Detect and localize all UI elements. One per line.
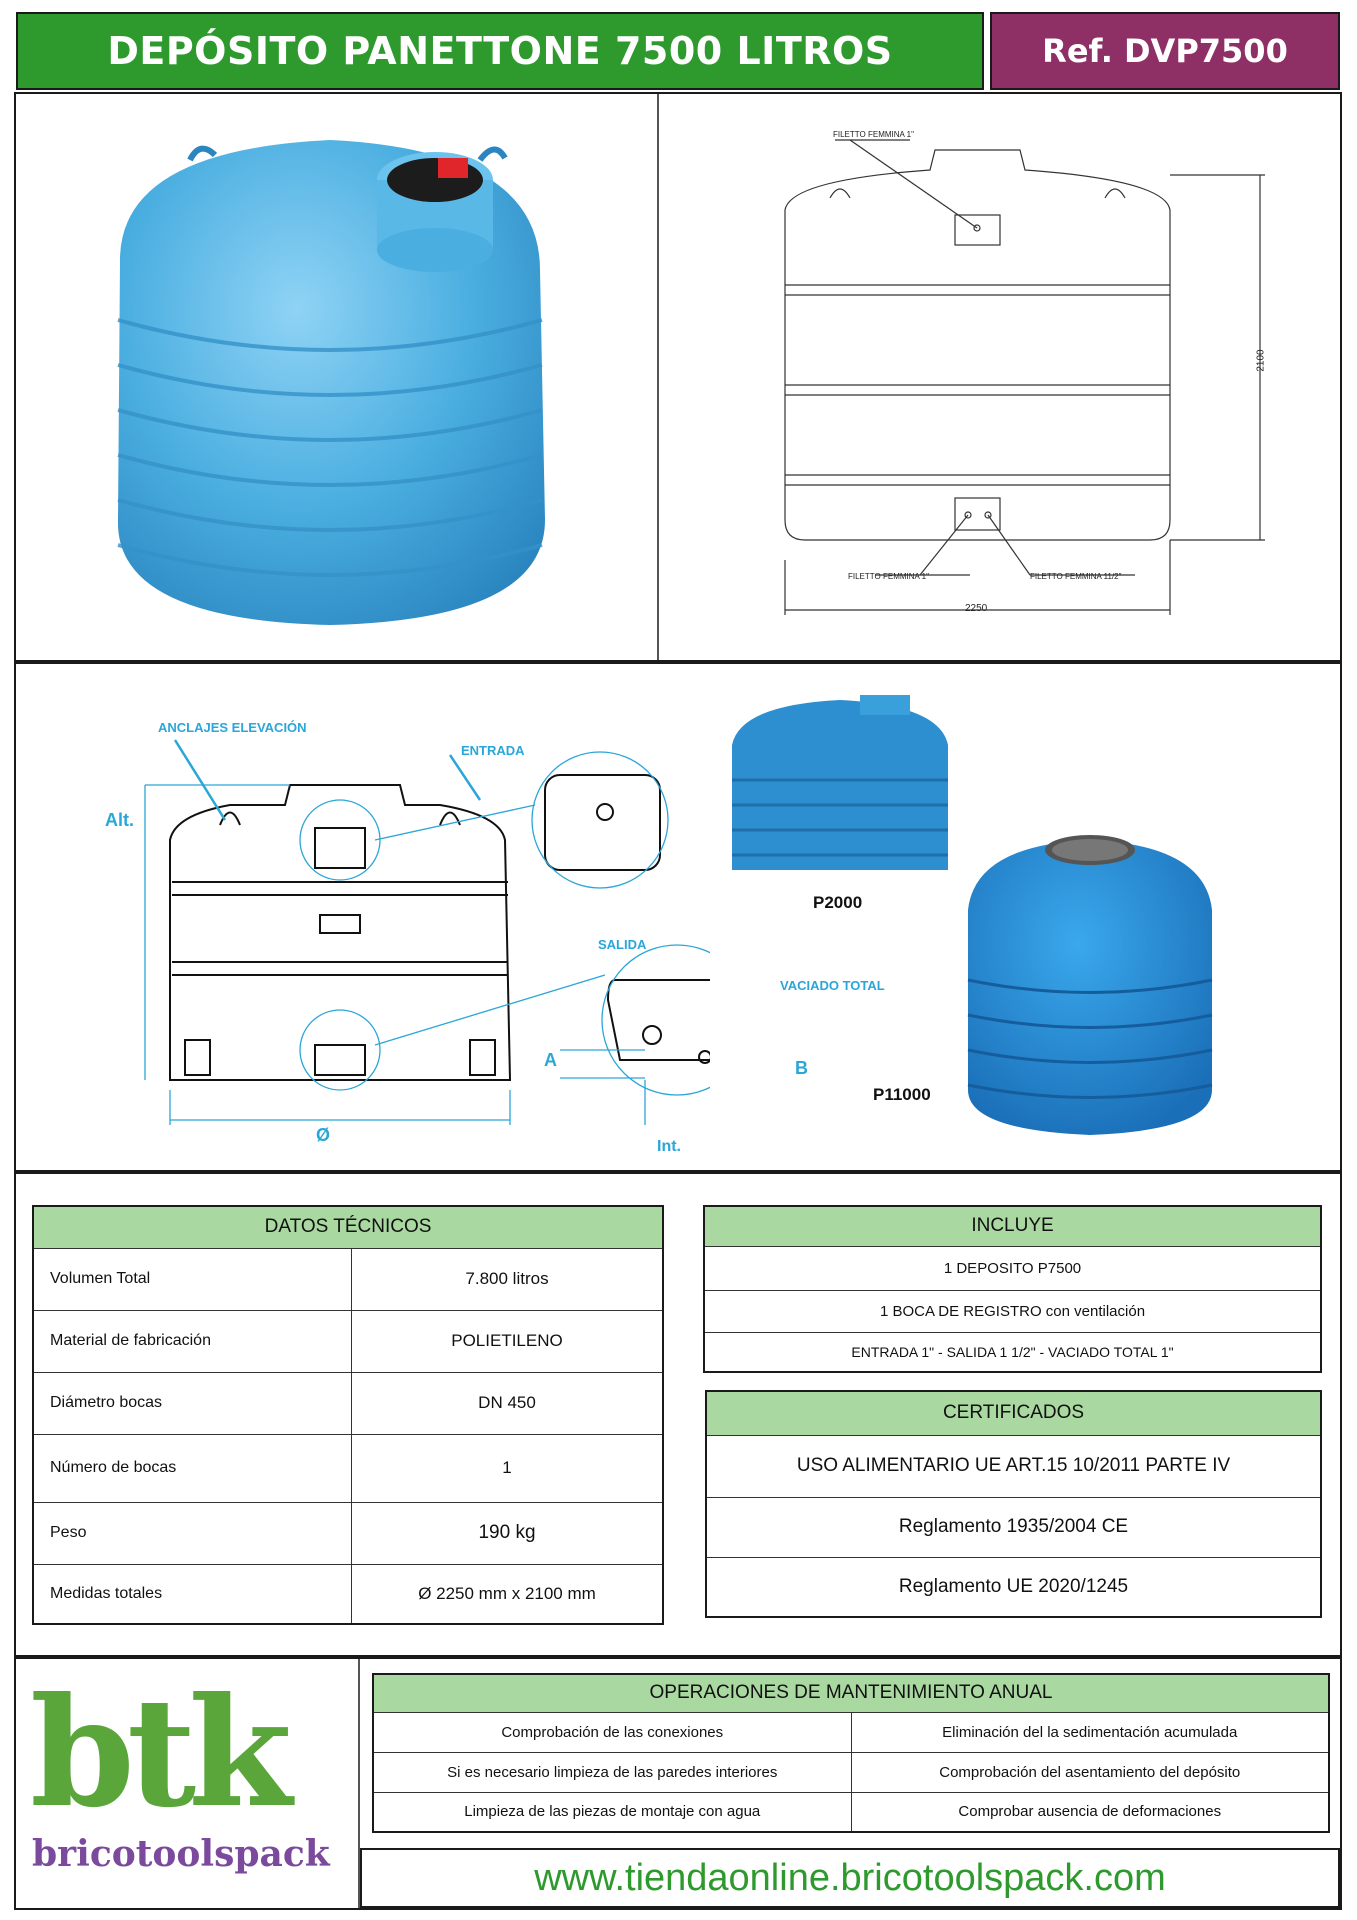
table-row <box>33 1564 663 1624</box>
label-int: Int. <box>657 1138 681 1155</box>
task-cell: Comprobación del asentamiento del depósito <box>851 1752 1329 1792</box>
tank-p11000-image <box>965 830 1215 1140</box>
table-row <box>33 1310 663 1372</box>
spec-value: 190 kg <box>352 1502 664 1564</box>
logo-brand: bricotoolspack <box>32 1833 330 1875</box>
drawing-top-label: FILETTO FEMMINA 1" <box>833 130 914 139</box>
technical-drawing <box>770 120 1280 630</box>
spec-value: 7.800 litros <box>352 1248 664 1310</box>
incluye-table <box>703 1205 1322 1373</box>
model-p2000: P2000 <box>813 893 863 912</box>
label-entrada: ENTRADA <box>461 743 525 758</box>
label-alt: Alt. <box>105 810 134 830</box>
btk-logo <box>30 1665 350 1898</box>
spec-label: Peso <box>33 1502 352 1564</box>
spec-label: Volumen Total <box>33 1248 352 1310</box>
list-item: Reglamento 1935/2004 CE <box>706 1497 1321 1557</box>
drawing-width-dim: 2250 <box>965 603 988 614</box>
spec-value: Ø 2250 mm x 2100 mm <box>352 1564 664 1624</box>
drawing-bottom-right-label: FILETTO FEMMINA 11/2" <box>1030 572 1122 581</box>
model-p11000: P11000 <box>873 1085 931 1104</box>
table-row <box>33 1248 663 1310</box>
label-vaciado: VACIADO TOTAL <box>780 978 885 993</box>
datos-tecnicos-table <box>32 1205 664 1625</box>
list-item: ENTRADA 1" - SALIDA 1 1/2" - VACIADO TOTAL 1" <box>704 1332 1321 1372</box>
tank-p2000-image <box>730 695 950 885</box>
label-salida: SALIDA <box>598 937 647 952</box>
incluye-title: INCLUYE <box>704 1206 1321 1246</box>
spec-value: POLIETILENO <box>352 1310 664 1372</box>
task-cell: Comprobación de las conexiones <box>373 1712 851 1752</box>
task-cell: Si es necesario limpieza de las paredes interiores <box>373 1752 851 1792</box>
task-cell: Comprobar ausencia de deformaciones <box>851 1792 1329 1832</box>
table-row <box>33 1434 663 1502</box>
spec-label: Medidas totales <box>33 1564 352 1624</box>
list-item: Reglamento UE 2020/1245 <box>706 1557 1321 1617</box>
table-row <box>373 1752 1329 1792</box>
spec-label: Material de fabricación <box>33 1310 352 1372</box>
page-title: DEPÓSITO PANETTONE 7500 LITROS <box>16 12 984 90</box>
certificados-title: CERTIFICADOS <box>706 1391 1321 1435</box>
mantenimiento-table <box>372 1673 1330 1833</box>
section-divider <box>657 94 659 660</box>
spec-label: Diámetro bocas <box>33 1372 352 1434</box>
logo-mark: btk <box>30 1665 285 1841</box>
table-row <box>373 1792 1329 1832</box>
list-item: 1 DEPOSITO P7500 <box>704 1246 1321 1290</box>
task-cell: Eliminación del la sedimentación acumulada <box>851 1712 1329 1752</box>
product-reference: Ref. DVP7500 <box>990 12 1340 90</box>
label-a: A <box>544 1050 557 1070</box>
drawing-height-dim: 2100 <box>1255 349 1267 372</box>
table-row <box>373 1712 1329 1752</box>
drawing-bottom-left-label: FILETTO FEMMINA 1" <box>848 572 929 581</box>
spec-label: Número de bocas <box>33 1434 352 1502</box>
label-b: B <box>795 1058 808 1078</box>
website-link[interactable]: www.tiendaonline.bricotoolspack.com <box>360 1848 1340 1908</box>
label-anclajes: ANCLAJES ELEVACIÓN <box>158 720 307 735</box>
mantenimiento-title: OPERACIONES DE MANTENIMIENTO ANUAL <box>373 1674 1329 1712</box>
annotated-diagram <box>100 700 710 1150</box>
table-row <box>33 1372 663 1434</box>
list-item: 1 BOCA DE REGISTRO con ventilación <box>704 1290 1321 1332</box>
table-row <box>33 1502 663 1564</box>
tank-3d-image <box>100 120 580 640</box>
certificados-table <box>705 1390 1322 1618</box>
datos-tecnicos-title: DATOS TÉCNICOS <box>33 1206 663 1248</box>
spec-value: DN 450 <box>352 1372 664 1434</box>
task-cell: Limpieza de las piezas de montaje con agua <box>373 1792 851 1832</box>
label-diameter: Ø <box>316 1125 331 1145</box>
list-item: USO ALIMENTARIO UE ART.15 10/2011 PARTE IV <box>706 1435 1321 1497</box>
spec-value: 1 <box>352 1434 664 1502</box>
